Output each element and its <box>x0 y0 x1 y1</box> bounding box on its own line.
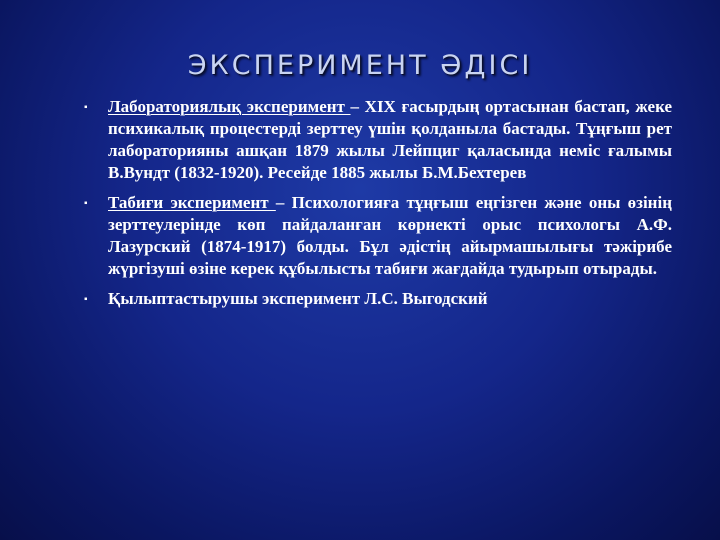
slide-title: ЭКСПЕРИМЕНТ ӘДІСІ <box>187 50 533 81</box>
bullet-natural-experiment <box>84 192 672 280</box>
bullet-marker-icon: ▪ <box>84 198 88 209</box>
bullet-marker-icon: ▪ <box>84 102 88 113</box>
bullet-list <box>84 96 672 318</box>
bullet-laboratory-experiment <box>84 96 672 184</box>
bullet-text: Қылыптастырушы эксперимент Л.С. Выгодский <box>108 289 488 308</box>
bullet-text: – Психологияға тұңғыш еңгізген және оны өзінің зерттеулерінде көп пайдаланған көрнекті орыс психологы А.Ф. Лазурский (1874-1917) болды. Бұл әдістің айырмашылығы тәжірибе жүргізуші өзіне керек құбылысты табиғи жағдайда тудырып отырады. <box>108 193 672 278</box>
bullet-term: Лабораториялық эксперимент <box>108 97 351 116</box>
bullet-text: – XIX ғасырдың ортасынан бастап, жеке психикалық процестерді зерттеу үшін қолданыла бастады. Тұңғыш рет лабораторияны ашқан 1879 жылы Лейпциг қаласында неміс ғалымы В.Вундт (1832-1920). Ресейде 1885 жылы Б.М.Бехтерев <box>108 97 672 182</box>
bullet-term: Табиғи эксперимент <box>108 193 276 212</box>
bullet-marker-icon: ▪ <box>84 294 88 305</box>
bullet-formative-experiment <box>84 288 672 310</box>
